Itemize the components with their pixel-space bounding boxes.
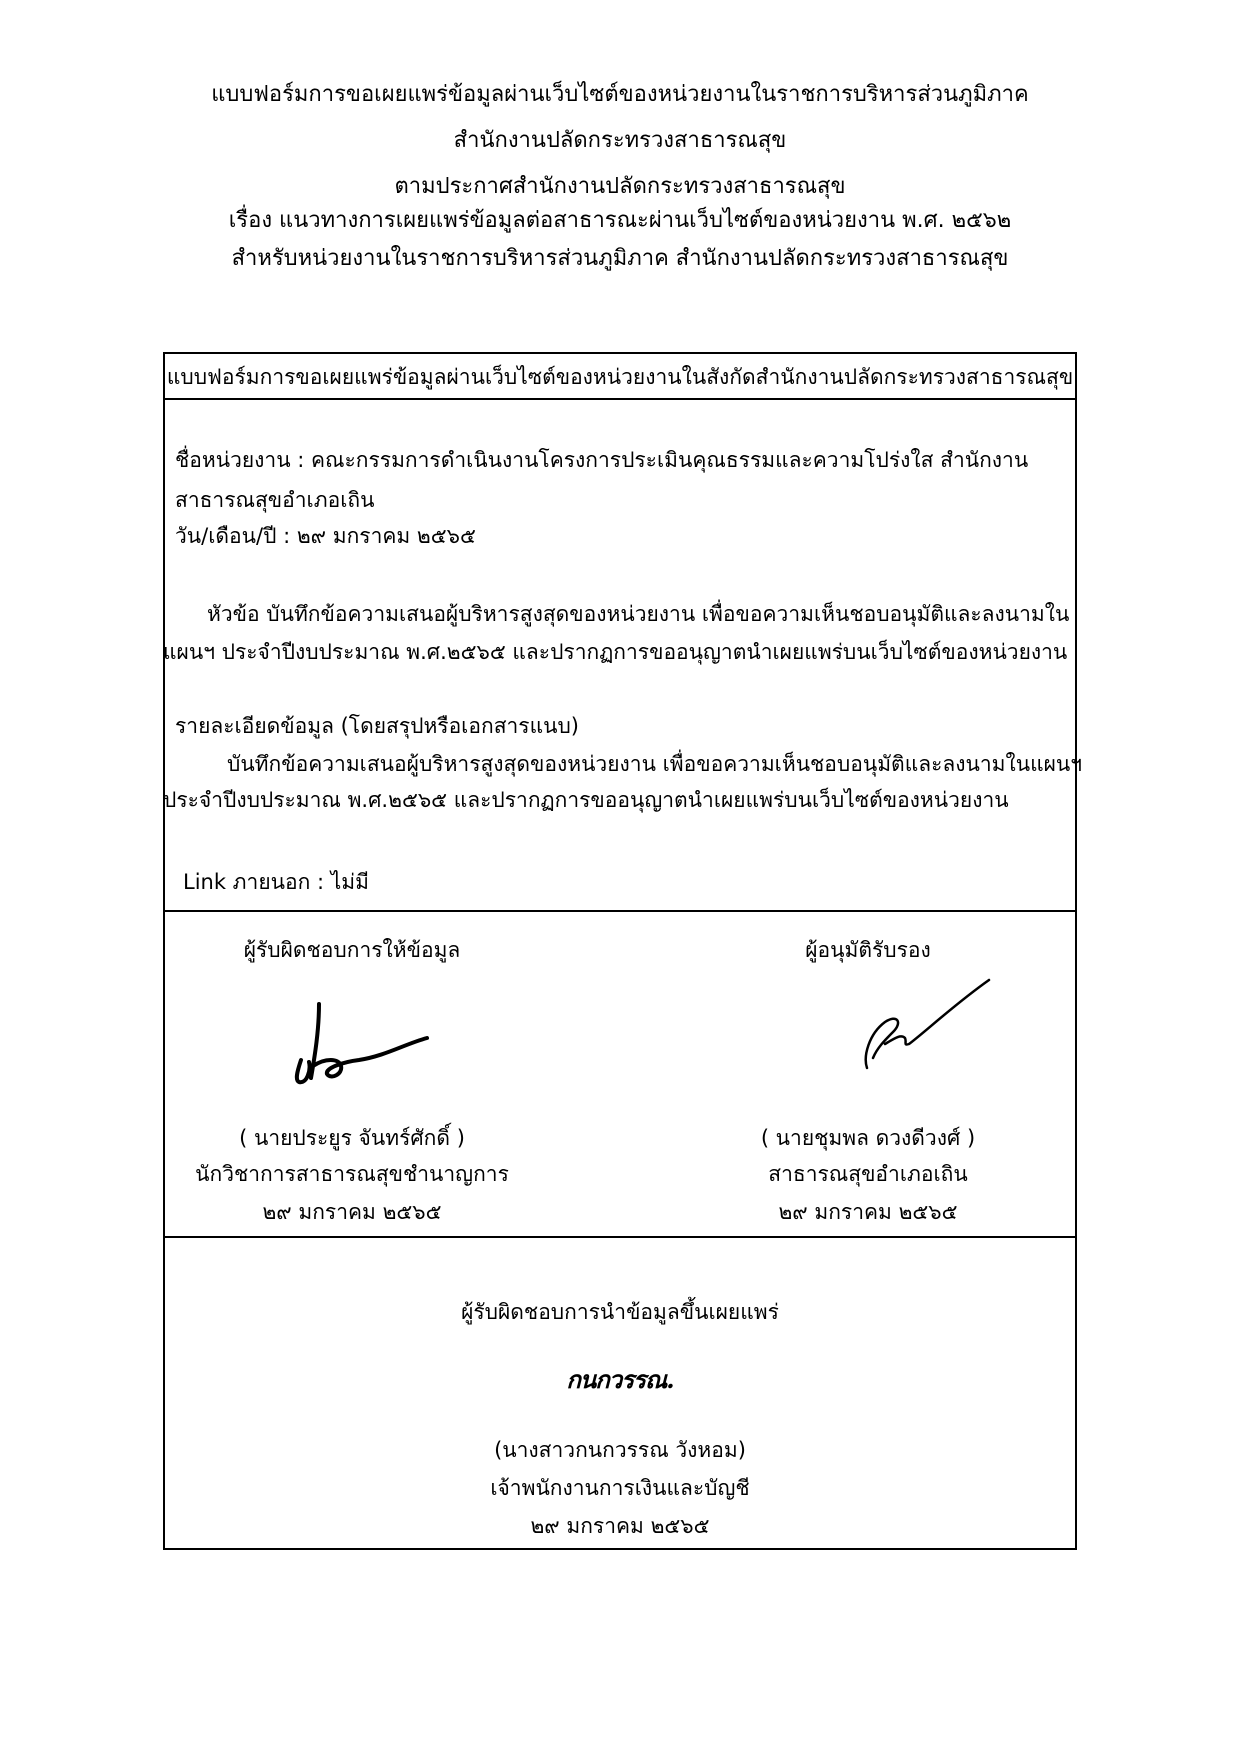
external-link-line: Link ภายนอก : ไม่มี: [183, 870, 369, 894]
right-signer-role: ผู้อนุมัติรับรอง: [805, 938, 931, 962]
form-box: [163, 352, 1083, 1550]
right-signer-date: ๒๙ มกราคม ๒๕๖๕: [778, 1200, 958, 1224]
publisher-signature-mark: กนกวรรณ.: [566, 1365, 674, 1394]
left-signer-name: ( นายประยูร จันทร์ศักดิ์ ): [239, 1126, 465, 1150]
publisher-position: เจ้าพนักงานการเงินและบัญชี: [490, 1476, 750, 1500]
header-line-4: เรื่อง แนวทางการเผยแพร่ข้อมูลต่อสาธารณะผ่านเว็บไซต์ของหน่วยงาน พ.ศ. ๒๕๖๒: [228, 208, 1012, 233]
detail-line-2: ประจำปีงบประมาณ พ.ศ.๒๕๖๕ และปรากฏการขออนุญาตนำเผยแพร่บนเว็บไซต์ของหน่วยงาน: [163, 788, 1009, 812]
divider-signatures: [165, 910, 1075, 912]
right-signer-position: สาธารณสุขอำเภอเถิน: [768, 1162, 968, 1186]
unit-name-line-1: ชื่อหน่วยงาน : คณะกรรมการดำเนินงานโครงการประเมินคุณธรรมและความโปร่งใส สำนักงาน: [175, 448, 1029, 472]
unit-name-line-2: สาธารณสุขอำเภอเถิน: [175, 488, 375, 512]
right-signature-mark: [845, 972, 995, 1082]
divider-title: [165, 398, 1075, 400]
right-signer-name: ( นายชุมพล ดวงดีวงศ์ ): [760, 1126, 976, 1150]
header-line-2: สำนักงานปลัดกระทรวงสาธารณสุข: [453, 128, 787, 153]
left-signature-mark: [285, 1000, 445, 1090]
header-line-1: แบบฟอร์มการขอเผยแพร่ข้อมูลผ่านเว็บไซต์ของหน่วยงานในราชการบริหารส่วนภูมิภาค: [211, 82, 1029, 107]
left-signer-position: นักวิชาการสาธารณสุขชำนาญการ: [195, 1162, 509, 1186]
left-signer-date: ๒๙ มกราคม ๒๕๖๕: [262, 1200, 442, 1224]
detail-line-1: บันทึกข้อความเสนอผู้บริหารสูงสุดของหน่วยงาน เพื่อขอความเห็นชอบอนุมัติและลงนามในแผนฯ: [227, 752, 1083, 776]
publisher-date: ๒๙ มกราคม ๒๕๖๕: [530, 1514, 710, 1538]
date-line: วัน/เดือน/ปี : ๒๙ มกราคม ๒๕๖๕: [175, 524, 476, 548]
topic-line-1: หัวข้อ บันทึกข้อความเสนอผู้บริหารสูงสุดของหน่วยงาน เพื่อขอความเห็นชอบอนุมัติและลงนามใน: [207, 602, 1070, 626]
detail-label: รายละเอียดข้อมูล (โดยสรุปหรือเอกสารแนบ): [175, 714, 579, 738]
header-line-5: สำหรับหน่วยงานในราชการบริหารส่วนภูมิภาค สำนักงานปลัดกระทรวงสาธารณสุข: [231, 246, 1009, 271]
form-title: แบบฟอร์มการขอเผยแพร่ข้อมูลผ่านเว็บไซต์ของหน่วยงานในสังกัดสำนักงานปลัดกระทรวงสาธารณสุข: [166, 365, 1074, 389]
topic-line-2: แผนฯ ประจำปีงบประมาณ พ.ศ.๒๕๖๕ และปรากฏการขออนุญาตนำเผยแพร่บนเว็บไซต์ของหน่วยงาน: [163, 640, 1068, 664]
divider-publisher: [165, 1236, 1075, 1238]
left-signer-role: ผู้รับผิดชอบการให้ข้อมูล: [243, 938, 461, 962]
publisher-role: ผู้รับผิดชอบการนำข้อมูลขึ้นเผยแพร่: [461, 1300, 779, 1324]
header-line-3: ตามประกาศสำนักงานปลัดกระทรวงสาธารณสุข: [394, 174, 846, 199]
publisher-name: (นางสาวกนกวรรณ วังหอม): [494, 1438, 746, 1462]
